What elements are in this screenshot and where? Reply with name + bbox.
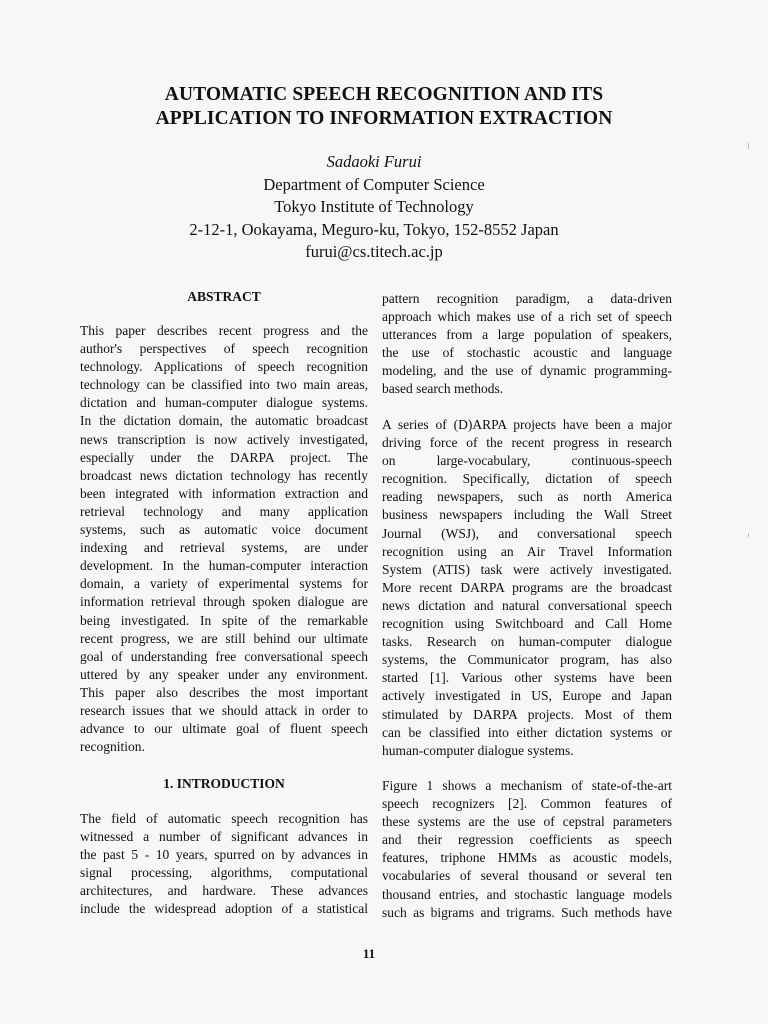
body-line: recognition. Specifically, dictation of speech: [382, 471, 672, 487]
abstract-line: being investigated. In spite of the remarkable: [80, 612, 368, 628]
abstract-line: recent progress, we are still behind our ultimate: [80, 630, 368, 646]
abstract-line: advance to our ultimate goal of fluent speech: [80, 721, 368, 737]
body-line: reading newspapers, such as north America: [382, 489, 672, 505]
body-line: approach which makes use of a rich set of speech: [382, 309, 672, 325]
abstract-line: This paper also describes the most important: [80, 684, 368, 700]
body-line: news dictation and natural conversational speech: [382, 597, 672, 613]
abstract-line: research issues that we should attack in order to: [80, 702, 368, 718]
intro-line: signal processing, algorithms, computational: [80, 865, 368, 881]
abstract-heading-wrap: [80, 288, 368, 306]
abstract-line: retrieval technology and many application: [80, 503, 368, 519]
abstract-line: technology. Applications of speech recognition: [80, 359, 368, 375]
body-line: can be classified into either dictation systems or: [382, 724, 672, 740]
right-paragraph-2: [382, 416, 672, 760]
body-line: driving force of the recent progress in research: [382, 435, 672, 451]
body-line: modeling, and the use of dynamic programming-: [382, 363, 672, 379]
body-line: actively investigated in US, Europe and Japan: [382, 688, 672, 704]
abstract-line: technology can be classified into two main areas,: [80, 377, 368, 393]
author-name: Sadaoki Furui: [326, 152, 422, 171]
abstract-line: broadcast news dictation technology has recently: [80, 467, 368, 483]
intro-line: architectures, and hardware. These advances: [80, 883, 368, 899]
author-email: furui@cs.titech.ac.jp: [305, 242, 443, 261]
abstract-line: uttered by any speaker under any environment.: [80, 666, 368, 682]
body-line: Journal (WSJ), and conversational speech: [382, 525, 672, 541]
scan-speck: [748, 143, 749, 149]
body-line: Figure 1 shows a mechanism of state-of-the-art: [382, 778, 672, 793]
body-line: features, triphone HMMs as acoustic models,: [382, 850, 672, 866]
abstract-line: development. In the human-computer interaction: [80, 558, 368, 574]
title-line-2: APPLICATION TO INFORMATION EXTRACTION: [155, 108, 613, 129]
body-line: thousand entries, and stochastic language models: [382, 886, 672, 902]
body-line: pattern recognition paradigm, a data-driven: [382, 291, 672, 306]
body-line: such as bigrams and trigrams. Such methods have: [382, 904, 672, 920]
title-line-1: AUTOMATIC SPEECH RECOGNITION AND ITS: [164, 84, 604, 105]
abstract-line: goal of understanding free conversational speech: [80, 648, 368, 664]
author-department: Department of Computer Science: [263, 174, 485, 194]
paper-title: [0, 83, 768, 131]
body-line: vocabularies of several thousand or several ten: [382, 868, 672, 884]
intro-line: The field of automatic speech recognition has: [80, 811, 368, 826]
body-line: recognition using an Air Travel Information: [382, 543, 672, 559]
introduction-heading: 1. INTRODUCTION: [163, 776, 285, 791]
body-line: utterances from a large population of speakers,: [382, 327, 672, 343]
body-line: these systems are the use of cepstral parameters: [382, 814, 672, 830]
body-line: tasks. Research on human-computer dialogue: [382, 634, 672, 650]
body-line: systems, the Communicator program, has also: [382, 652, 672, 668]
body-line: speech recognizers [2]. Common features of: [382, 796, 672, 812]
abstract-line: author's perspectives of speech recognition: [80, 341, 368, 357]
page-number: 11: [362, 946, 376, 961]
abstract-line: systems, such as automatic voice document: [80, 522, 368, 538]
abstract-line: news transcription is now actively investigated,: [80, 431, 368, 447]
intro-heading-wrap: [80, 775, 368, 793]
author-block: [0, 151, 748, 264]
abstract-line: indexing and retrieval systems, are under: [80, 540, 368, 556]
intro-line: include the widespread adoption of a statistical: [80, 901, 368, 917]
body-line: human-computer dialogue systems.: [382, 742, 574, 758]
abstract-line: dictation and human-computer dialogue systems.: [80, 395, 368, 411]
abstract-line: information retrieval through spoken dialogue are: [80, 594, 368, 610]
right-paragraph-1: [382, 290, 672, 399]
body-line: recognition using Switchboard and Call Home: [382, 616, 672, 632]
author-institution: Tokyo Institute of Technology: [274, 197, 474, 216]
body-line: System (ATIS) task were actively investigated.: [382, 561, 672, 577]
author-address: 2-12-1, Ookayama, Meguro-ku, Tokyo, 152-8552 Japan: [189, 219, 559, 239]
body-line: A series of (D)ARPA projects have been a major: [382, 417, 672, 432]
abstract-heading: ABSTRACT: [187, 289, 261, 304]
body-line: and their regression coefficients as speech: [382, 832, 672, 848]
body-line: on large-vocabulary, continuous-speech: [382, 453, 672, 469]
introduction-body: [80, 810, 368, 919]
abstract-line: recognition.: [80, 739, 145, 755]
body-line: business newspapers including the Wall Street: [382, 507, 672, 523]
intro-line: the past 5 - 10 years, spurred on by advances in: [80, 847, 368, 863]
body-line: based search methods.: [382, 381, 504, 397]
intro-line: witnessed a number of significant advances in: [80, 829, 368, 845]
body-line: More recent DARPA programs are the broadcast: [382, 579, 672, 595]
right-paragraph-3: [382, 777, 672, 922]
body-line: started [1]. Various other systems have been: [382, 670, 672, 686]
abstract-body: [80, 322, 368, 756]
abstract-line: This paper describes recent progress and the: [80, 323, 368, 338]
abstract-line: been integrated with information extraction and: [80, 485, 368, 501]
abstract-line: In the dictation domain, the automatic broadcast: [80, 413, 368, 429]
body-line: stimulated by DARPA projects. Most of them: [382, 706, 672, 722]
abstract-line: domain, a variety of experimental systems for: [80, 576, 368, 592]
body-line: the use of stochastic acoustic and language: [382, 345, 672, 361]
scan-speck: [748, 533, 749, 537]
abstract-line: especially under the DARPA project. The: [80, 449, 368, 465]
